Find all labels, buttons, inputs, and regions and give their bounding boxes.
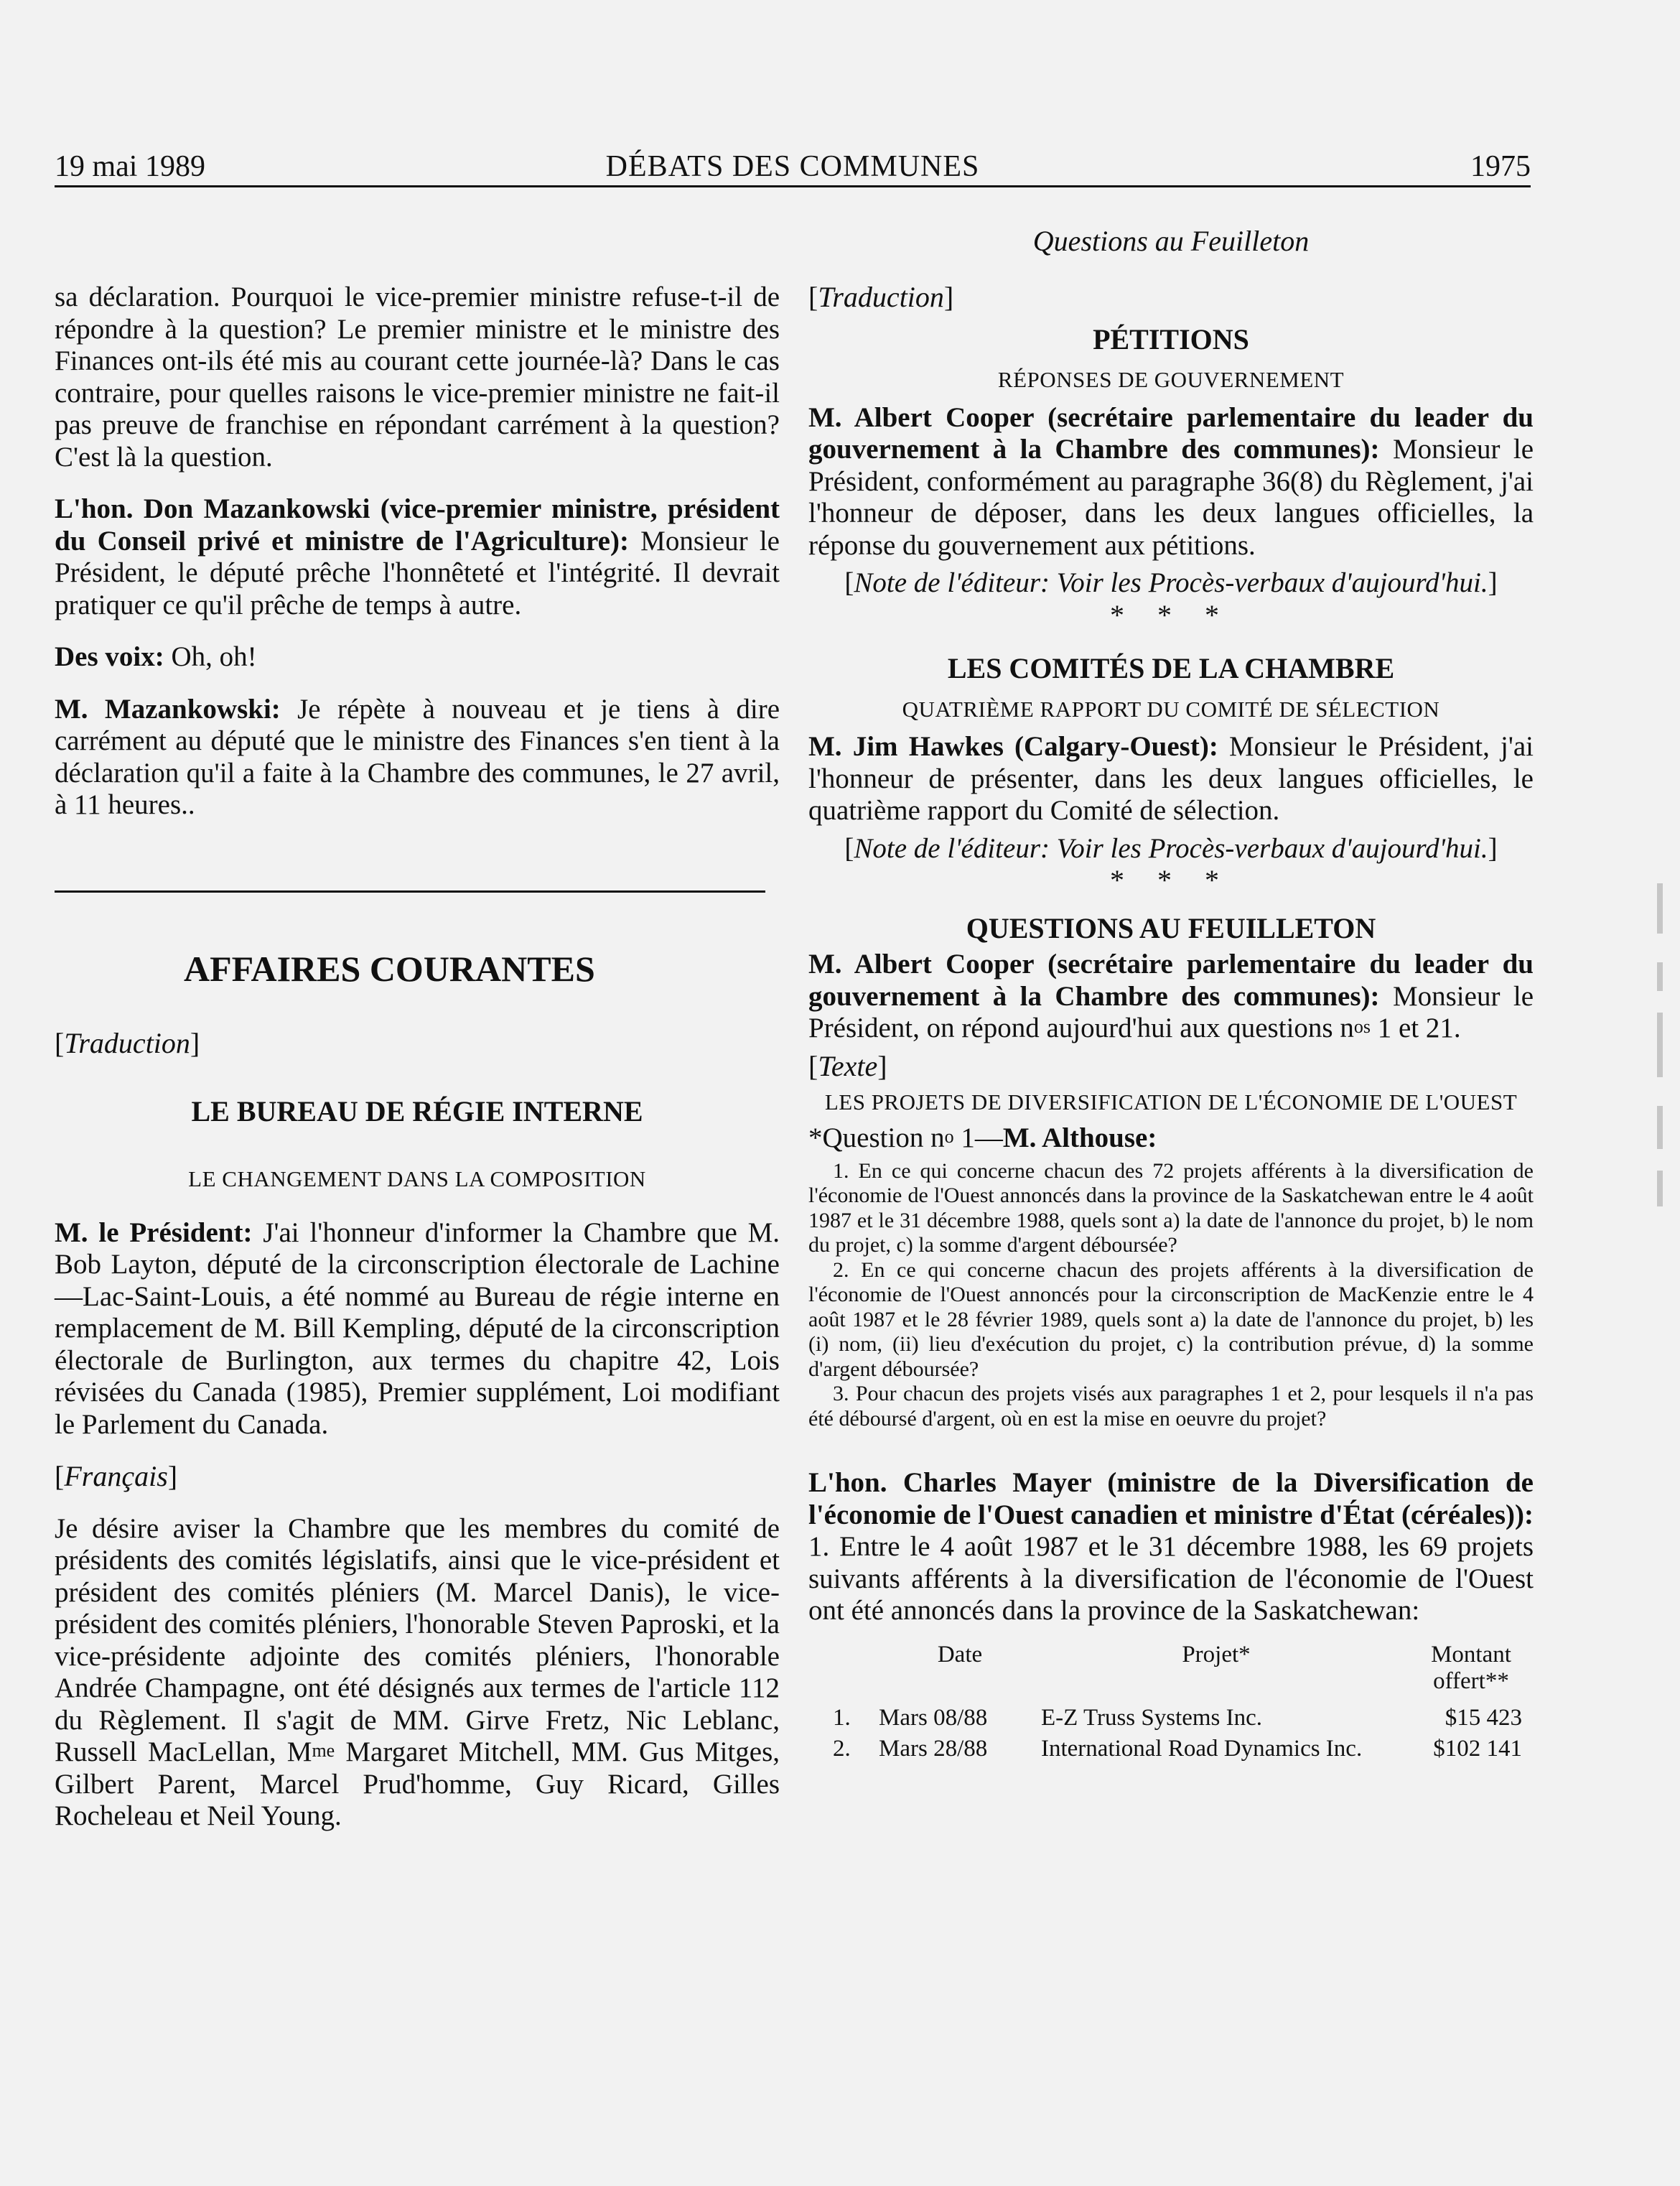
paragraph xyxy=(55,282,780,473)
heading: LES COMITÉS DE LA CHAMBRE xyxy=(947,652,1395,684)
superscript: me xyxy=(312,1740,335,1761)
right-column xyxy=(808,282,1534,1762)
running-title: Questions au Feuilleton xyxy=(1032,225,1310,257)
paragraph-text: 1 et 21. xyxy=(1370,1013,1461,1043)
speaker-name: M. le Président: xyxy=(55,1217,253,1248)
subheading: LE CHANGEMENT DANS LA COMPOSITION xyxy=(188,1166,646,1191)
paragraph-text: Monsieur le Président, j'ai l'honneur de présenter, dans les deux langues officielles, le quatrième rapport du Comité de sélection. xyxy=(808,731,1534,826)
paragraph-text: Je répète à nouveau et je tiens à dire carrément au député que le ministre des Finances s'en tient à la déclaration qu'il a faite à la Chambre des communes, le 27 avril, à 11 heures.. xyxy=(55,693,780,820)
separator-stars: * * * xyxy=(1110,864,1232,896)
question-item: 3. Pour chacun des projets visés aux paragraphes 1 et 2, pour lesquels il n'a pas été déboursé d'argent, où en est la mise en oeuvre du projet? xyxy=(808,1382,1534,1431)
heading: PÉTITIONS xyxy=(1093,322,1249,355)
superscript: os xyxy=(1353,1016,1371,1037)
editor-note: [Note de l'éditeur: Voir les Procès-verbaux d'aujourd'hui.] xyxy=(844,832,1498,864)
language-marker-text: Traduction xyxy=(818,281,944,313)
projects-table xyxy=(833,1642,1522,1762)
table-row xyxy=(833,1705,1522,1731)
row-amount: $102 141 xyxy=(1433,1735,1522,1762)
paragraph xyxy=(808,949,1534,1045)
language-marker-text: Texte xyxy=(818,1049,878,1082)
column-header-project: Projet* xyxy=(1182,1641,1251,1668)
speaker-name: L'hon. Don Mazankowski (vice-premier ministre, président du Conseil privé et ministre de l'Agriculture): xyxy=(55,493,780,557)
question-label: *Question n xyxy=(808,1122,945,1153)
speaker-name: M. Albert Cooper (secrétaire parlementaire du leader du gouvernement à la Chambre des communes): xyxy=(808,401,1534,465)
header-rule xyxy=(55,185,1531,187)
row-number: 2. xyxy=(833,1735,851,1762)
scan-edge-marks xyxy=(1651,883,1670,1250)
left-column xyxy=(55,282,780,1833)
language-marker: [Traduction] xyxy=(808,281,954,313)
paragraph xyxy=(55,1217,780,1441)
paragraph xyxy=(808,402,1534,562)
paragraph-text: Monsieur le Président, conformément au paragraphe 36(8) du Règlement, j'ai l'honneur de déposer, dans les deux langues officielles, la réponse du gouvernement aux pétitions. xyxy=(808,434,1534,561)
language-marker: [Texte] xyxy=(808,1049,887,1082)
table-row xyxy=(833,1736,1522,1762)
heading: LE BUREAU DE RÉGIE INTERNE xyxy=(191,1094,643,1127)
heading: QUESTIONS AU FEUILLETON xyxy=(966,911,1376,944)
column-header-date: Date xyxy=(937,1641,983,1668)
editor-note-text: Note de l'éditeur: Voir les Procès-verbaux d'aujourd'hui. xyxy=(854,567,1488,598)
question-heading xyxy=(808,1122,1534,1155)
subheading: RÉPONSES DE GOUVERNEMENT xyxy=(997,367,1345,392)
language-marker-text: Traduction xyxy=(64,1027,190,1059)
row-date: Mars 08/88 xyxy=(879,1704,988,1731)
table-header-row xyxy=(833,1642,1522,1695)
speaker-name: M. Albert Cooper (secrétaire parlementaire du leader du gouvernement à la Chambre des communes): xyxy=(808,949,1534,1012)
paragraph xyxy=(55,694,780,822)
question-item: 1. En ce qui concerne chacun des 72 projets afférents à la diversification de l'économie de l'Ouest annoncés dans la province de la Saskatchewan entre le 4 août 1987 et le 31 décembre 1988, quels sont a) la date de l'annonce du projet, b) le nom du projet, c) la somme d'argent déboursée? xyxy=(808,1158,1534,1257)
header-title: DÉBATS DES COMMUNES xyxy=(605,150,980,183)
paragraph xyxy=(55,493,780,621)
separator-stars: * * * xyxy=(1110,598,1232,631)
editor-note: [Note de l'éditeur: Voir les Procès-verbaux d'aujourd'hui.] xyxy=(844,567,1498,598)
question-author: M. Althouse: xyxy=(1002,1122,1157,1153)
row-date: Mars 28/88 xyxy=(879,1735,988,1762)
superscript: o xyxy=(944,1126,954,1147)
page-header xyxy=(55,149,1531,187)
section-title: AFFAIRES COURANTES xyxy=(184,948,595,989)
editor-note-text: Note de l'éditeur: Voir les Procès-verbaux d'aujourd'hui. xyxy=(854,832,1488,864)
paragraph xyxy=(808,731,1534,827)
column-header-amount: Montant offert** xyxy=(1431,1641,1511,1694)
language-marker-text: Français xyxy=(64,1460,168,1492)
speaker-name: L'hon. Charles Mayer (ministre de la Diversification de l'économie de l'Ouest canadien et ministre d'État (céréales)): xyxy=(808,1467,1534,1530)
paragraph-text: Monsieur le Président, on répond aujourd'hui aux questions n xyxy=(808,980,1534,1043)
row-number: 1. xyxy=(833,1704,851,1731)
question-number: 1— xyxy=(953,1122,1003,1153)
header-page-number: 1975 xyxy=(1470,150,1531,183)
paragraph-text: 1. Entre le 4 août 1987 et le 31 décembre 1988, les 69 projets suivants afférents à la diversification de l'économie de l'Ouest ont été annoncés dans la province de la Saskatchewan: xyxy=(808,1531,1534,1626)
language-marker: [Français] xyxy=(55,1460,178,1492)
paragraph-text: Je désire aviser la Chambre que les membres du comité de présidents des comités législatifs, ainsi que le vice-président et président des comités pléniers (M. Marcel Danis), le vice-président des comités pléniers, l'honorable Steven Paproski, et la vice-présidente adjointe des comités pléniers, l'honorable Andrée Champagne, ont été désignés aux termes de l'article 112 du Règlement. Il s'agit de MM. Girve Fretz, Nic Leblanc, Russell MacLellan, M xyxy=(55,1512,780,1767)
subheading: QUATRIÈME RAPPORT DU COMITÉ DE SÉLECTION xyxy=(902,696,1440,722)
paragraph-text: sa déclaration. Pourquoi le vice-premier ministre refuse-t-il de répondre à la question? Le premier ministre et le ministre des Finances ont-ils été mis au courant cette journée-là? Dans le cas contraire, pour quelles raisons le vice-premier ministre ne fait-il pas preuve de franchise en répondant carrément à la question? C'est là la question. xyxy=(55,282,780,473)
paragraph xyxy=(55,1513,780,1833)
row-project: International Road Dynamics Inc. xyxy=(1041,1735,1363,1762)
paragraph xyxy=(55,641,780,674)
paragraph xyxy=(808,1467,1534,1627)
language-marker: [Traduction] xyxy=(55,1027,200,1059)
speaker-name: M. Mazankowski: xyxy=(55,693,281,725)
paragraph-text: Margaret Mitchell, MM. Gus Mitges, Gilbert Parent, Marcel Prud'homme, Guy Ricard, Gilles Rocheleau et Neil Young. xyxy=(55,1736,780,1831)
paragraph-text: Oh, oh! xyxy=(164,641,257,672)
speaker-name: Des voix: xyxy=(55,641,164,672)
paragraph-text: J'ai l'honneur d'informer la Chambre que M. Bob Layton, député de la circonscription électorale de Lachine—Lac-Saint-Louis, a été nommé au Bureau de régie interne en remplacement de M. Bill Kempling, député de la circonscription électorale de Burlington, aux termes du chapitre 42, Lois révisées du Canada (1985), Premier supplément, Loi modifiant le Parlement du Canada. xyxy=(55,1217,780,1440)
subheading: LES PROJETS DE DIVERSIFICATION DE L'ÉCONOMIE DE L'OUEST xyxy=(824,1089,1518,1115)
paragraph-text: Monsieur le Président, le député prêche l'honnêteté et l'intégrité. Il devrait pratiquer ce qu'il prêche de temps à autre. xyxy=(55,525,780,620)
row-amount: $15 423 xyxy=(1445,1704,1522,1731)
question-item: 2. En ce qui concerne chacun des projets afférents à la diversification de l'économie de l'Ouest annoncés pour la circonscription de MacKenzie entre le 4 août 1987 et le 28 février 1989, quels sont a) la date de l'annonce du projet, b) les (i) nom, (ii) lieu d'exécution du projet, c) la contribution prévue, d) la somme d'argent déboursée? xyxy=(808,1257,1534,1381)
speaker-name: M. Jim Hawkes (Calgary-Ouest): xyxy=(808,731,1218,762)
row-project: E-Z Truss Systems Inc. xyxy=(1041,1704,1263,1731)
header-date: 19 mai 1989 xyxy=(55,150,205,183)
